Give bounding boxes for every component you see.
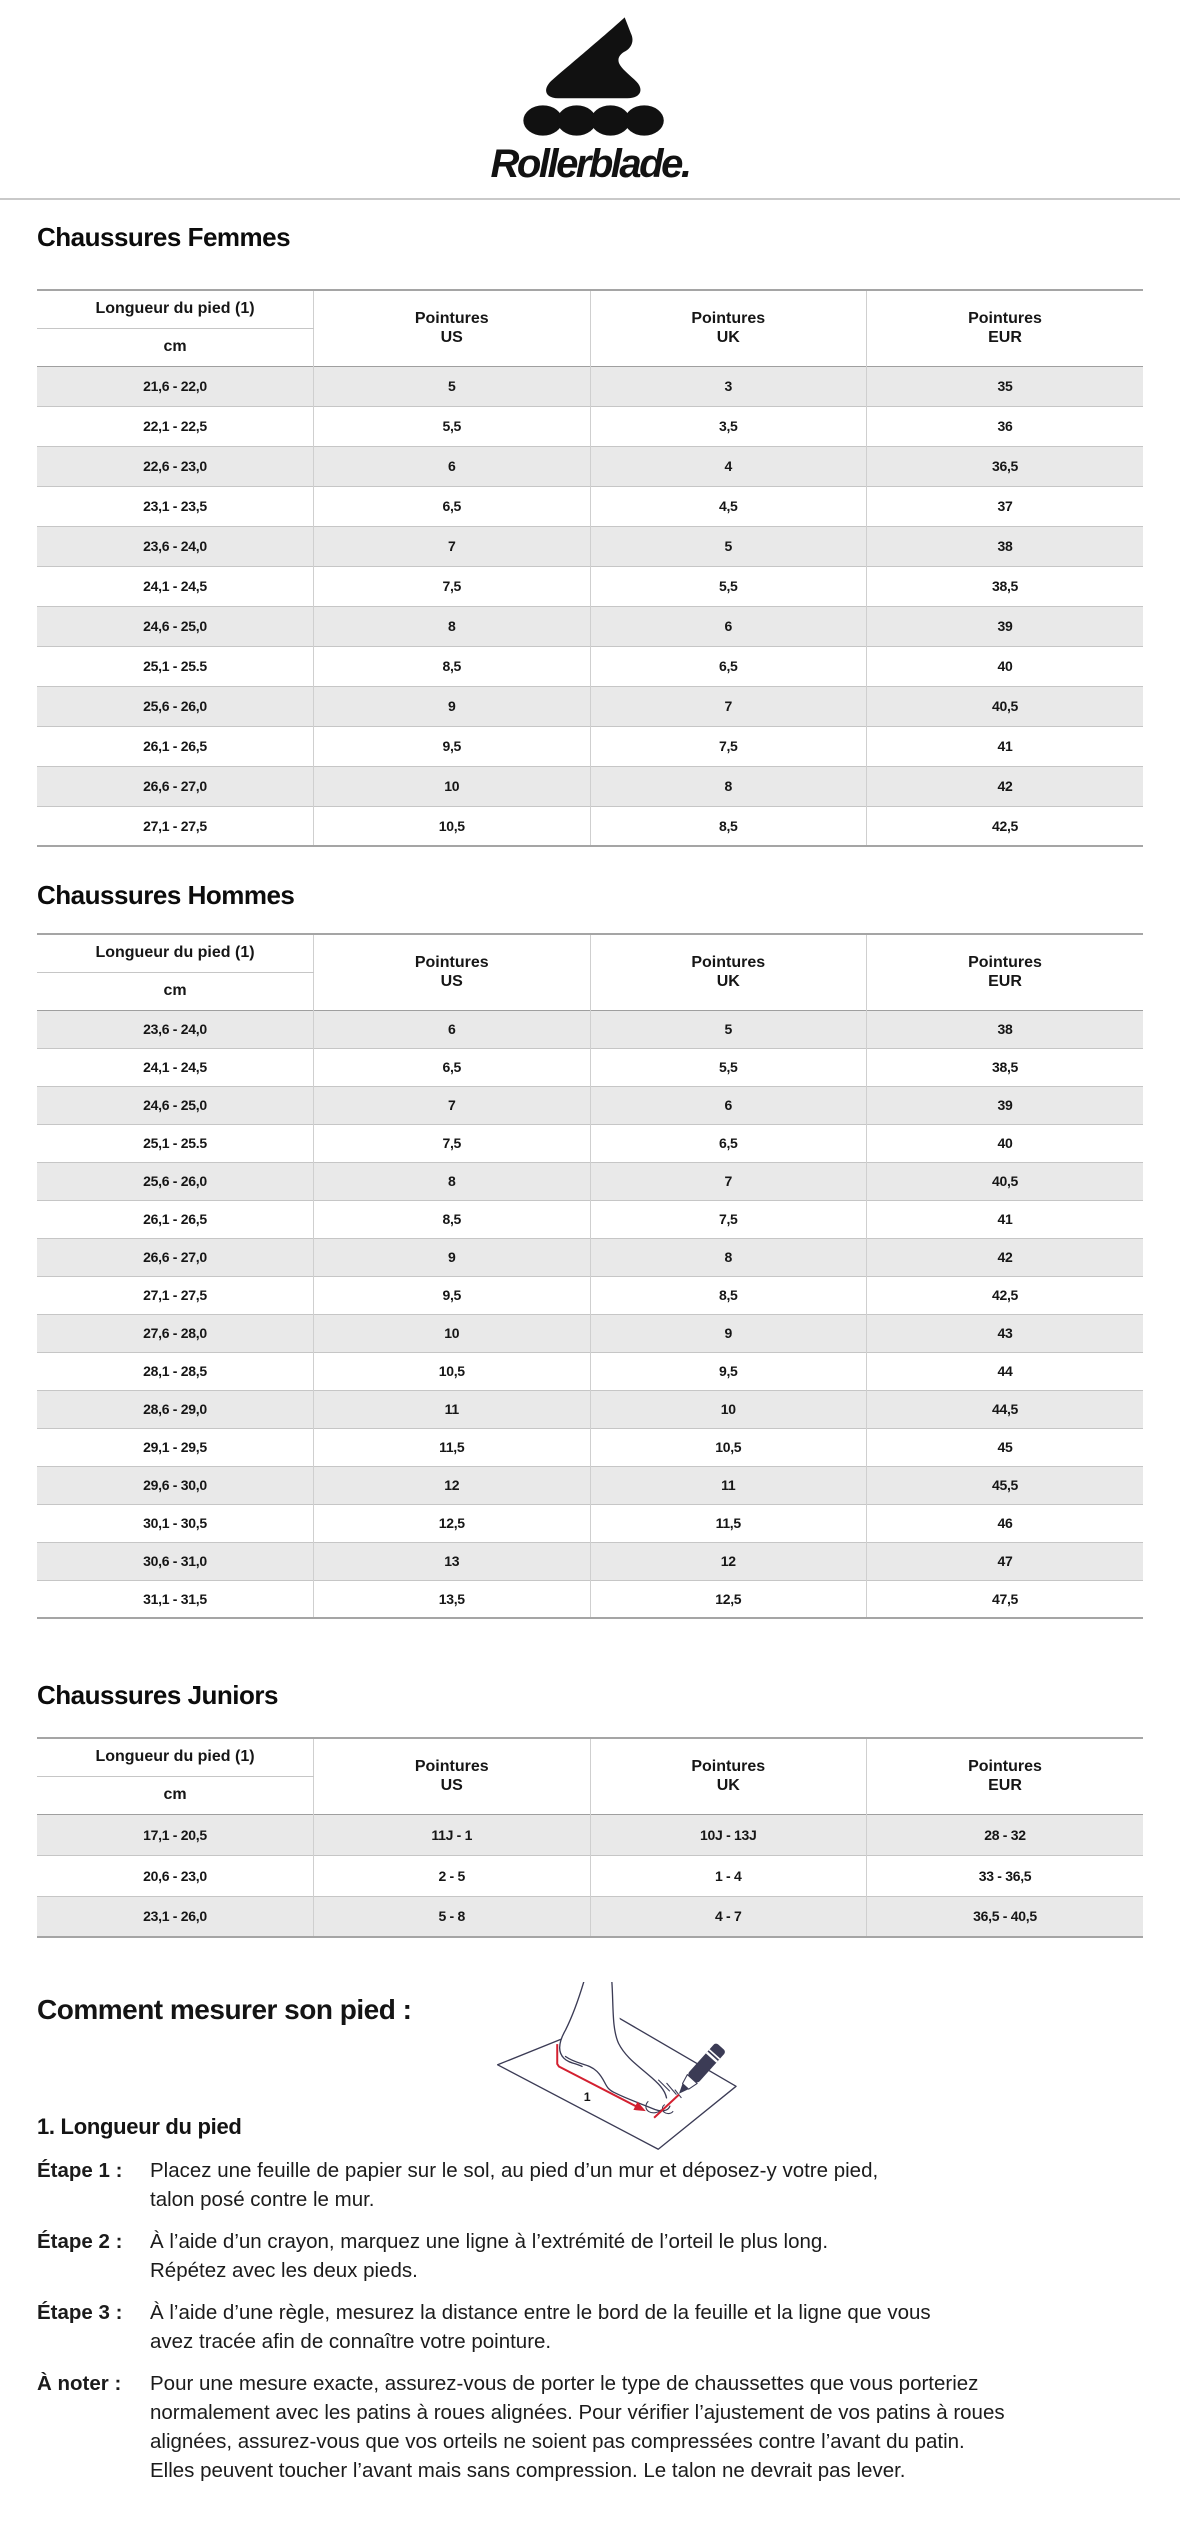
table-cell: 4 [590, 446, 867, 486]
table-cell: 38,5 [867, 1048, 1144, 1086]
table-cell: 36,5 - 40,5 [867, 1896, 1144, 1937]
table-cell: 26,6 - 27,0 [37, 766, 314, 806]
size-table-hommes [37, 933, 1143, 1619]
step-a-noter [37, 2369, 1147, 2485]
header-pointures-uk: Pointures UK [590, 1738, 867, 1814]
table-cell: 35 [867, 366, 1144, 406]
table-cell: 9 [314, 1238, 591, 1276]
table-cell: 42,5 [867, 1276, 1144, 1314]
table-cell: 5 [590, 526, 867, 566]
measure-section-title: Comment mesurer son pied : [37, 1994, 412, 2025]
table-cell: 29,6 - 30,0 [37, 1466, 314, 1504]
table-cell: 41 [867, 726, 1144, 766]
table-cell: 6,5 [590, 646, 867, 686]
table-cell: 5 [590, 1010, 867, 1048]
table-cell: 6,5 [590, 1124, 867, 1162]
table-cell: 20,6 - 23,0 [37, 1855, 314, 1896]
table-cell: 5,5 [590, 1048, 867, 1086]
table-cell: 43 [867, 1314, 1144, 1352]
table-cell: 4 - 7 [590, 1896, 867, 1937]
table-row [37, 1390, 1143, 1428]
table-cell: 10 [314, 766, 591, 806]
table-cell: 9 [314, 686, 591, 726]
table-row [37, 1428, 1143, 1466]
table-cell: 8 [314, 1162, 591, 1200]
table-row [37, 1010, 1143, 1048]
table-cell: 10 [590, 1390, 867, 1428]
step-text [150, 2369, 1147, 2485]
size-table-body [37, 1814, 1143, 1937]
size-table-juniors [37, 1737, 1143, 1938]
table-cell: 13,5 [314, 1580, 591, 1618]
table-cell: 40,5 [867, 686, 1144, 726]
table-cell: 12,5 [314, 1504, 591, 1542]
table-cell: 8 [590, 1238, 867, 1276]
table-cell: 10,5 [314, 806, 591, 846]
step-line: À l’aide d’un crayon, marquez une ligne à l’extrémité de l’orteil le plus long. [150, 2230, 829, 2253]
table-row [37, 1352, 1143, 1390]
table-cell: 11 [314, 1390, 591, 1428]
step-label: Étape 1 : [37, 2159, 123, 2182]
table-cell: 23,1 - 26,0 [37, 1896, 314, 1937]
table-cell: 12 [590, 1542, 867, 1580]
header-pointures-us: Pointures US [314, 1738, 591, 1814]
size-table-body [37, 366, 1143, 846]
header-pointures-uk: Pointures UK [590, 290, 867, 366]
step-text [150, 2227, 1147, 2285]
table-cell: 10J - 13J [590, 1814, 867, 1855]
table-cell: 24,1 - 24,5 [37, 566, 314, 606]
table-cell: 11,5 [590, 1504, 867, 1542]
table-row [37, 526, 1143, 566]
table-cell: 11J - 1 [314, 1814, 591, 1855]
table-cell: 31,1 - 31,5 [37, 1580, 314, 1618]
table-cell: 38,5 [867, 566, 1144, 606]
table-cell: 7 [590, 686, 867, 726]
table-cell: 38 [867, 526, 1144, 566]
header-foot-length: Longueur du pied (1) [37, 290, 314, 328]
header-pointures-uk: Pointures UK [590, 934, 867, 1010]
table-cell: 3 [590, 366, 867, 406]
table-cell: 9,5 [314, 1276, 591, 1314]
table-cell: 6 [590, 606, 867, 646]
table-cell: 9 [590, 1314, 867, 1352]
table-cell: 11,5 [314, 1428, 591, 1466]
table-cell: 27,6 - 28,0 [37, 1314, 314, 1352]
header-pointures-us: Pointures US [314, 290, 591, 366]
table-title-hommes: Chaussures Hommes [37, 880, 295, 910]
table-row [37, 1542, 1143, 1580]
table-cell: 28 - 32 [867, 1814, 1144, 1855]
table-row [37, 1124, 1143, 1162]
table-cell: 7 [314, 526, 591, 566]
header-unit-cm: cm [163, 338, 187, 355]
table-row [37, 1855, 1143, 1896]
table-cell: 6,5 [314, 1048, 591, 1086]
header-pointures-eur: Pointures EUR [867, 290, 1144, 366]
table-cell: 24,6 - 25,0 [37, 606, 314, 646]
pen-icon [674, 2042, 727, 2098]
table-row [37, 1896, 1143, 1937]
table-cell: 6 [314, 1010, 591, 1048]
table-title-femmes: Chaussures Femmes [37, 222, 291, 252]
step-line: avez tracée afin de connaître votre pointure. [150, 2330, 552, 2353]
table-cell: 45 [867, 1428, 1144, 1466]
table-cell: 13 [314, 1542, 591, 1580]
table-cell: 47 [867, 1542, 1144, 1580]
table-cell: 40 [867, 646, 1144, 686]
table-cell: 30,1 - 30,5 [37, 1504, 314, 1542]
table-row [37, 486, 1143, 526]
table-cell: 7 [590, 1162, 867, 1200]
table-cell: 9,5 [314, 726, 591, 766]
table-row [37, 1814, 1143, 1855]
step-label: Étape 2 : [37, 2230, 123, 2253]
table-cell: 22,1 - 22,5 [37, 406, 314, 446]
table-row [37, 1580, 1143, 1618]
table-row [37, 1200, 1143, 1238]
table-cell: 27,1 - 27,5 [37, 806, 314, 846]
table-cell: 7,5 [314, 566, 591, 606]
rollerblade-logo [0, 12, 1180, 187]
table-cell: 26,1 - 26,5 [37, 1200, 314, 1238]
table-cell: 8,5 [314, 1200, 591, 1238]
table-cell: 8,5 [590, 806, 867, 846]
step-line: Placez une feuille de papier sur le sol, au pied d’un mur et déposez-y votre pied, [150, 2159, 879, 2182]
table-row [37, 1048, 1143, 1086]
table-cell: 6 [314, 446, 591, 486]
table-row [37, 606, 1143, 646]
table-cell: 7,5 [590, 726, 867, 766]
foot-measurement-illustration [486, 1982, 751, 2160]
step-label: Étape 3 : [37, 2301, 123, 2324]
table-cell: 8 [590, 766, 867, 806]
table-cell: 45,5 [867, 1466, 1144, 1504]
table-cell: 33 - 36,5 [867, 1855, 1144, 1896]
table-cell: 46 [867, 1504, 1144, 1542]
table-cell: 47,5 [867, 1580, 1144, 1618]
table-cell: 12,5 [590, 1580, 867, 1618]
step-etape-2 [37, 2227, 1147, 2285]
rollerblade-wordmark: Rollerblade. [490, 142, 690, 186]
table-cell: 42,5 [867, 806, 1144, 846]
table-cell: 5 - 8 [314, 1896, 591, 1937]
table-cell: 10,5 [590, 1428, 867, 1466]
table-cell: 24,1 - 24,5 [37, 1048, 314, 1086]
table-cell: 5 [314, 366, 591, 406]
step-line: normalement avec les patins à roues alignées. Pour vérifier l’ajustement de vos patins à roues [150, 2401, 1005, 2424]
step-etape-1 [37, 2156, 1147, 2214]
table-cell: 7,5 [314, 1124, 591, 1162]
step-line: alignées, assurez-vous que vos orteils ne soient pas compressées contre l’avant du patin. [150, 2430, 965, 2453]
table-cell: 8,5 [590, 1276, 867, 1314]
table-row [37, 1314, 1143, 1352]
measure-subtitle: 1. Longueur du pied [37, 2114, 242, 2139]
measure-steps [37, 2156, 1147, 2498]
table-cell: 8,5 [314, 646, 591, 686]
table-row [37, 1086, 1143, 1124]
rollerblade-skate-icon [510, 12, 670, 141]
size-table-header [37, 934, 1143, 1010]
table-cell: 11 [590, 1466, 867, 1504]
size-table-femmes [37, 289, 1143, 847]
table-cell: 21,6 - 22,0 [37, 366, 314, 406]
table-row [37, 686, 1143, 726]
step-etape-3 [37, 2298, 1147, 2356]
table-cell: 27,1 - 27,5 [37, 1276, 314, 1314]
table-row [37, 1238, 1143, 1276]
step-line: À l’aide d’une règle, mesurez la distance entre le bord de la feuille et la ligne que vous [150, 2301, 931, 2324]
header-pointures-eur: Pointures EUR [867, 1738, 1144, 1814]
table-row [37, 726, 1143, 766]
table-row [37, 646, 1143, 686]
table-cell: 37 [867, 486, 1144, 526]
table-row [37, 1504, 1143, 1542]
table-cell: 5,5 [590, 566, 867, 606]
table-cell: 24,6 - 25,0 [37, 1086, 314, 1124]
table-cell: 38 [867, 1010, 1144, 1048]
step-line: Pour une mesure exacte, assurez-vous de porter le type de chaussettes que vous porteriez [150, 2372, 979, 2395]
table-cell: 17,1 - 20,5 [37, 1814, 314, 1855]
table-cell: 42 [867, 766, 1144, 806]
table-cell: 9,5 [590, 1352, 867, 1390]
table-title-juniors: Chaussures Juniors [37, 1680, 278, 1710]
table-cell: 25,6 - 26,0 [37, 1162, 314, 1200]
header-pointures-us: Pointures US [314, 934, 591, 1010]
step-text [150, 2156, 1147, 2214]
table-cell: 23,6 - 24,0 [37, 1010, 314, 1048]
table-cell: 26,1 - 26,5 [37, 726, 314, 766]
table-cell: 40,5 [867, 1162, 1144, 1200]
table-cell: 41 [867, 1200, 1144, 1238]
table-cell: 29,1 - 29,5 [37, 1428, 314, 1466]
step-label: À noter : [37, 2372, 122, 2395]
table-row [37, 406, 1143, 446]
step-line: talon posé contre le mur. [150, 2188, 375, 2211]
size-table-header [37, 1738, 1143, 1814]
table-cell: 23,6 - 24,0 [37, 526, 314, 566]
header-foot-length: Longueur du pied (1) [37, 1738, 314, 1776]
table-row [37, 1162, 1143, 1200]
header-unit-cm: cm [163, 982, 187, 999]
step-text [150, 2298, 1147, 2356]
header-divider [0, 198, 1180, 200]
table-cell: 8 [314, 606, 591, 646]
table-cell: 44,5 [867, 1390, 1144, 1428]
table-cell: 2 - 5 [314, 1855, 591, 1896]
table-row [37, 766, 1143, 806]
table-cell: 23,1 - 23,5 [37, 486, 314, 526]
table-cell: 25,1 - 25.5 [37, 646, 314, 686]
table-row [37, 366, 1143, 406]
table-cell: 36 [867, 406, 1144, 446]
table-cell: 7,5 [590, 1200, 867, 1238]
table-cell: 25,6 - 26,0 [37, 686, 314, 726]
table-row [37, 446, 1143, 486]
table-cell: 42 [867, 1238, 1144, 1276]
table-cell: 10 [314, 1314, 591, 1352]
step-line: Elles peuvent toucher l’avant mais sans compression. Le talon ne devrait pas lever. [150, 2459, 906, 2482]
table-cell: 4,5 [590, 486, 867, 526]
table-cell: 12 [314, 1466, 591, 1504]
table-cell: 6,5 [314, 486, 591, 526]
table-cell: 39 [867, 606, 1144, 646]
table-cell: 28,1 - 28,5 [37, 1352, 314, 1390]
size-table-body [37, 1010, 1143, 1618]
header-pointures-eur: Pointures EUR [867, 934, 1144, 1010]
table-row [37, 1276, 1143, 1314]
table-cell: 7 [314, 1086, 591, 1124]
header-foot-length: Longueur du pied (1) [37, 934, 314, 972]
table-cell: 22,6 - 23,0 [37, 446, 314, 486]
table-cell: 6 [590, 1086, 867, 1124]
table-cell: 1 - 4 [590, 1855, 867, 1896]
table-cell: 5,5 [314, 406, 591, 446]
table-cell: 25,1 - 25.5 [37, 1124, 314, 1162]
table-cell: 28,6 - 29,0 [37, 1390, 314, 1428]
table-row [37, 806, 1143, 846]
step-line: Répétez avec les deux pieds. [150, 2259, 418, 2282]
table-cell: 10,5 [314, 1352, 591, 1390]
table-cell: 26,6 - 27,0 [37, 1238, 314, 1276]
table-cell: 39 [867, 1086, 1144, 1124]
measure-arrow-label: 1 [583, 2090, 591, 2105]
header-unit-cm: cm [163, 1786, 187, 1803]
table-row [37, 566, 1143, 606]
table-cell: 36,5 [867, 446, 1144, 486]
table-row [37, 1466, 1143, 1504]
table-cell: 30,6 - 31,0 [37, 1542, 314, 1580]
table-cell: 40 [867, 1124, 1144, 1162]
size-table-header [37, 290, 1143, 366]
table-cell: 3,5 [590, 406, 867, 446]
table-cell: 44 [867, 1352, 1144, 1390]
